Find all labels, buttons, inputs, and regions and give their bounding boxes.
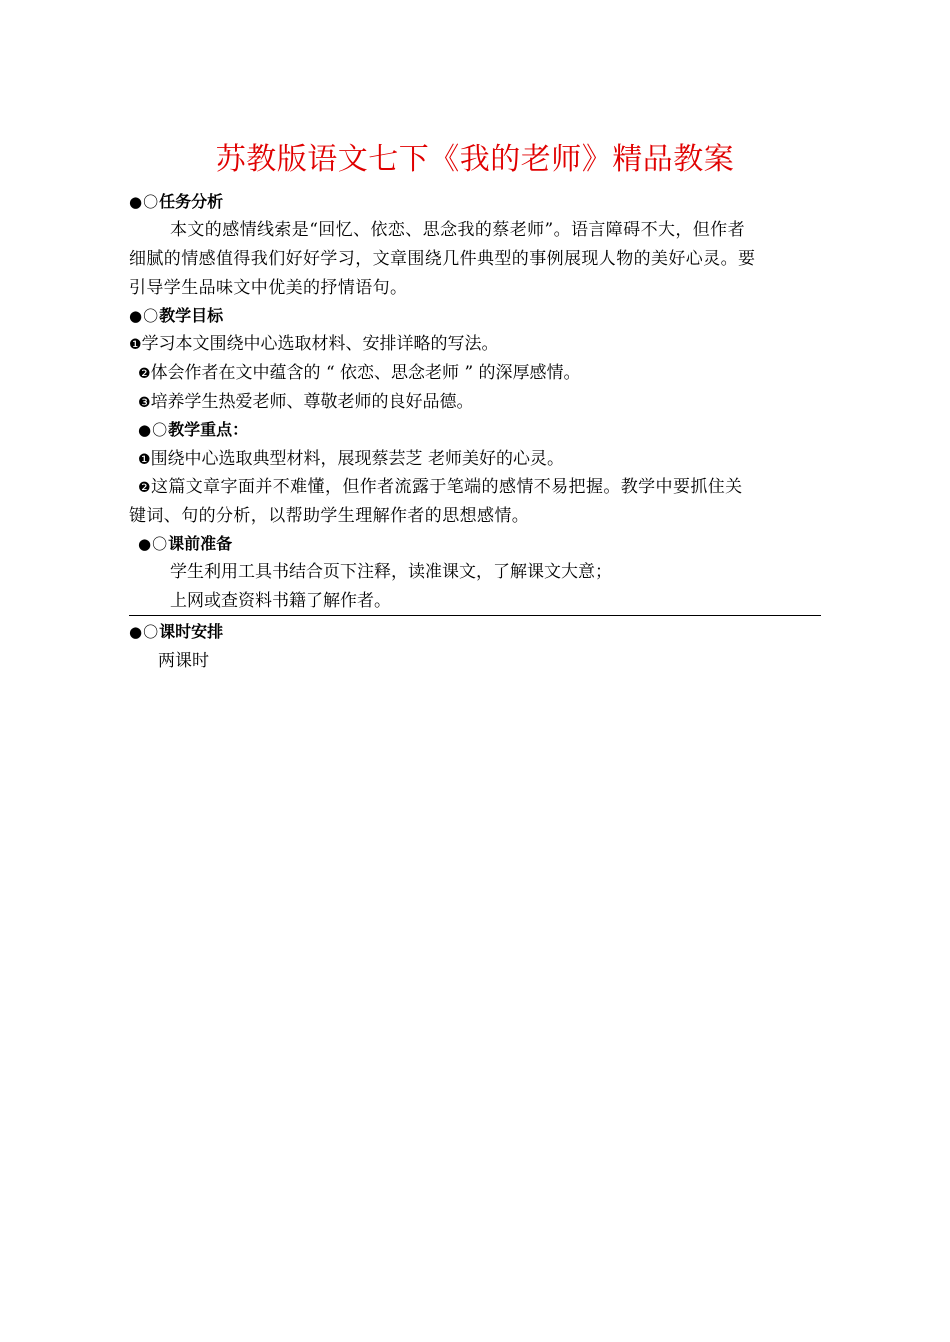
heading-text: 课前准备 (168, 534, 233, 553)
goal-item (138, 359, 581, 388)
preparation-line: 上网或查资料书籍了解作者。 (170, 591, 391, 611)
number-three-icon: ❸ (138, 395, 151, 411)
bullet-circle-icon: ●〇 (129, 307, 160, 325)
number-one-icon: ❶ (138, 452, 151, 468)
document-title: 苏教版语文七下《我的老师》精品教案 (215, 142, 735, 177)
paragraph-line: 本文的感情线索是“回忆、依恋、思念我的蔡老师”。语言障碍不大，但作者 (170, 220, 745, 240)
key-point-text: 围绕中心选取典型材料，展现蔡芸芝 老师美好的心灵。 (150, 449, 564, 469)
paragraph-line: 细腻的情感值得我们好好学习，文章围绕几件典型的事例展现人物的美好心灵。要 (129, 249, 756, 269)
section-heading-task-analysis (129, 188, 223, 216)
heading-text: 教学目标 (159, 306, 224, 325)
heading-text: 课时安排 (159, 622, 224, 641)
section-heading-teaching-goals (129, 302, 223, 330)
schedule-text: 两课时 (158, 651, 209, 671)
goal-text: 体会作者在文中蕴含的 “ 依恋、思念老师 ” 的深厚感情。 (150, 363, 581, 383)
preparation-line: 学生利用工具书结合页下注释，读准课文，了解课文大意； (170, 562, 612, 582)
bullet-circle-icon: ●〇 (129, 623, 160, 641)
bullet-circle-icon: ●〇 (138, 535, 169, 553)
section-heading-key-points (138, 416, 248, 444)
bullet-circle-icon: ●〇 (129, 193, 160, 211)
heading-text: 教学重点： (168, 420, 249, 439)
key-point-text: 这篇文章字面并不难懂，但作者流露于笔端的感情不易把握。教学中要抓住关 (150, 477, 743, 497)
number-one-icon: ❶ (129, 337, 142, 353)
goal-item (129, 330, 499, 359)
key-point-continuation: 键词、句的分析，以帮助学生理解作者的思想感情。 (129, 506, 530, 526)
number-two-icon: ❷ (138, 366, 151, 382)
key-point-item (138, 473, 743, 502)
goal-text: 学习本文围绕中心选取材料、安排详略的写法。 (141, 334, 499, 354)
number-two-icon: ❷ (138, 480, 151, 496)
goal-item (138, 388, 474, 417)
horizontal-divider (129, 615, 821, 616)
key-point-item (138, 445, 564, 474)
section-heading-schedule (129, 618, 223, 646)
bullet-circle-icon: ●〇 (138, 421, 169, 439)
paragraph-line: 引导学生品味文中优美的抒情语句。 (129, 278, 408, 298)
heading-text: 任务分析 (159, 192, 224, 211)
section-heading-preparation (138, 530, 232, 558)
goal-text: 培养学生热爱老师、尊敬老师的良好品德。 (150, 392, 474, 412)
